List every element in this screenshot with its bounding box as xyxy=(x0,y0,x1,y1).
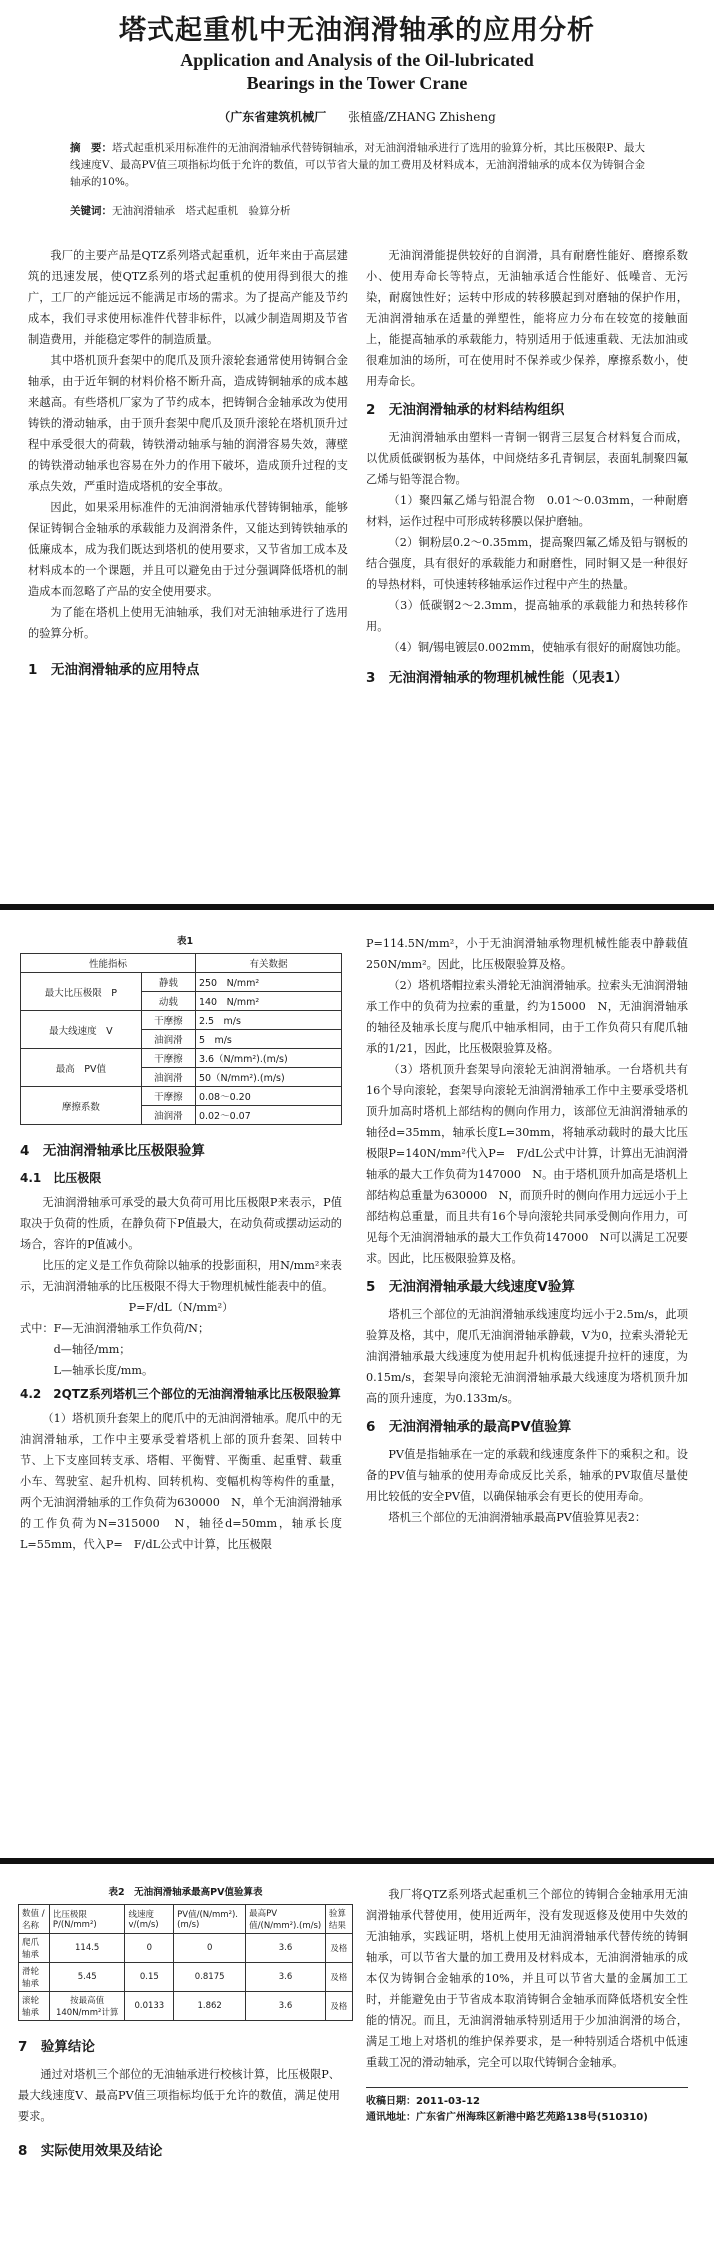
table-cell: 干摩擦 xyxy=(141,1087,195,1106)
table1 xyxy=(20,953,342,1125)
paragraph: PV值是指轴承在一定的承载和线速度条件下的乘积之和。设备的PV值与轴承的使用寿命成反比关系，轴承的PV取值尽量使用比较低的安全PV值，以确保轴承会有更长的使用寿命。 xyxy=(366,1448,688,1503)
table-header: 线速度v/(m/s) xyxy=(125,1905,174,1934)
table-header: 最高PV值/(N/mm²).(m/s) xyxy=(246,1905,326,1934)
affiliation: （广东省建筑机械厂 xyxy=(218,110,327,124)
table-header: PV值/(N/mm²).(m/s) xyxy=(174,1905,246,1934)
table-cell: 油润滑 xyxy=(141,1030,195,1049)
paper-title-en-2: Bearings in the Tower Crane xyxy=(246,73,468,93)
table-cell: 静载 xyxy=(141,973,195,992)
table-cell: 5.45 xyxy=(49,1963,125,1992)
table-cell: 140 N/mm² xyxy=(195,992,341,1011)
table2-caption: 表2 无油润滑轴承最高PV值验算表 xyxy=(108,1887,263,1898)
paper-title-en-1: Application and Analysis of the Oil-lubricated xyxy=(180,50,534,70)
list-item: （2）铜粉层0.2～0.35mm，提高聚四氟乙烯及铅与钢板的结合强度，具有很好的承载能力和耐磨性，同时铜又是一种很好的导热材料，可快速转移轴承运作过程中产生的热量。 xyxy=(366,536,688,591)
page2-left-column xyxy=(20,933,350,1555)
paragraph: 比压的定义是工作负荷除以轴承的投影面积，用N/mm²来表示，无油润滑轴承的比压极限不得大于物理机械性能表中的值。 xyxy=(20,1259,342,1293)
table-cell: 按最高值140N/mm²计算 xyxy=(49,1992,125,2021)
list-item: （3）低碳钢2～2.3mm，提高轴承的承载能力和热转移作用。 xyxy=(366,599,688,633)
page3-left-text xyxy=(18,2037,340,2162)
author: 张植盛/ZHANG Zhisheng xyxy=(348,110,496,124)
formula-definition: d—轴径/mm； xyxy=(53,1343,131,1356)
list-item: （4）铜/锡电镀层0.002mm，使轴承有很好的耐腐蚀功能。 xyxy=(388,641,688,654)
page3-left-column xyxy=(18,1884,353,2168)
paragraph: （3）塔机顶升套架导向滚轮无油润滑轴承。一台塔机共有16个导向滚轮，套架导向滚轮无油润滑轴承工作中主要承受塔机顶升加高时塔机上部结构的侧向作用力，该部位无油润滑轴承的轴径d=35mm，轴承长度L=30mm，将轴承动载时的最大比压极限P=140N/mm²代入P= F/dL公式中计算，计算出无油润滑轴承的最大工作负荷为147000 N。由于塔机顶升加高是塔机上部结构总重量为630000 N，而顶升时的侧向作用力远远小于上部结构总重量，而且共有16个导向滚轮共同承受侧向作用力，可见每个无油润滑轴承的最大工作负荷147000 N可以满足工况要求。因此，比压极限验算及格。 xyxy=(366,1063,688,1265)
page1-right-column xyxy=(366,245,688,695)
paragraph: （2）塔机塔帽拉索头滑轮无油润滑轴承。拉索头无油润滑轴承工作中的负荷为拉索的重量，约为15000 N，无油润滑轴承的轴径及轴承长度与爬爪中轴承相同，由于工作负荷只有爬爪轴承的1/21，因此，比压极限验算及格。 xyxy=(366,979,688,1055)
table-cell: 摩擦系数 xyxy=(21,1087,142,1125)
table-cell: 油润滑 xyxy=(141,1106,195,1125)
page2-left-text xyxy=(20,1141,342,1555)
section-heading-5: 5 无油润滑轴承最大线速度V验算 xyxy=(366,1279,575,1295)
table-cell: 0.8175 xyxy=(174,1963,246,1992)
table-cell: 滚轮轴承 xyxy=(19,1992,50,2021)
table-cell: 油润滑 xyxy=(141,1068,195,1087)
page-separator xyxy=(0,1858,714,1864)
paragraph: （1）塔机顶升套架上的爬爪中的无油润滑轴承。爬爪中的无油润滑轴承，工作中主要承受着塔机上部的顶升套架、回转中节、上下支座回转支承、塔帽、平衡臂、平衡重、起重臂、载重小车、驾驶室、起升机构、回转机构、变幅机构等构件的重量，两个无油润滑轴承的工作负荷为630000 N，单个无油润滑轴承的工作负荷为N=315000 N，轴径d=50mm，轴承长度L=55mm，代入P= F/dL公式中计算，比压极限 xyxy=(20,1412,342,1551)
section-heading-6: 6 无油润滑轴承的最高PV值验算 xyxy=(366,1419,572,1435)
page1-left-column xyxy=(28,245,348,687)
footer-notes xyxy=(366,2087,688,2126)
table-header: 性能指标 xyxy=(21,954,196,973)
page-separator xyxy=(0,904,714,910)
table-cell: 250 N/mm² xyxy=(195,973,341,992)
section-heading-3: 3 无油润滑轴承的物理机械性能（见表1） xyxy=(366,670,628,686)
paragraph: 其中塔机顶升套架中的爬爪及顶升滚轮套通常使用铸铜合金轴承，由于近年铜的材料价格不断升高，造成铸铜轴承的成本越来越高。有些塔机厂家为了节约成本，把铸铜合金轴承改为使用铸铁的滑动轴承，由于顶升套架中爬爪及顶升滚轮在塔机顶升过程中承受很大的荷载，铸铁滑动轴承与轴的润滑容易失效，薄壁的铸铁滑动轴承也容易在外力的作用下破坏，造成顶升过程的支承点失效，严重时造成塔机的安全事故。 xyxy=(28,354,348,493)
paper-title-cn: 塔式起重机中无油润滑轴承的应用分析 xyxy=(119,15,595,46)
table-cell: 动载 xyxy=(141,992,195,1011)
table-cell: 3.6 xyxy=(246,1963,326,1992)
page3-right-column xyxy=(366,1884,688,2126)
list-item: （1）聚四氟乙烯与铅混合物 0.01～0.03mm，一种耐磨材料，运作过程中可形成转移膜以保护磨轴。 xyxy=(366,494,688,528)
section-heading-4: 4 无油润滑轴承比压极限验算 xyxy=(20,1143,205,1159)
section-heading-8: 8 实际使用效果及结论 xyxy=(18,2143,163,2159)
paragraph: 无油润滑能提供较好的自润滑，具有耐磨性能好、磨擦系数小、使用寿命长等特点，无油轴承适合性能好、低噪音、无污染，耐腐蚀性好；运转中形成的转移膜起到对磨轴的保护作用，无油润滑轴承在适量的弹塑性，能将应力分布在较宽的接触面上，能提高轴承的承载能力，特别适用于低速重载、无法加油或很难加油的场所，可在使用时不保养或少保养，摩擦系数小，使用寿命长。 xyxy=(366,249,688,388)
table-cell: 2.5 m/s xyxy=(195,1011,341,1030)
subsection-heading-4-1: 4.1 比压极限 xyxy=(20,1171,102,1185)
table-cell: 0.02～0.07 xyxy=(195,1106,341,1125)
table-cell: 及格 xyxy=(325,1992,352,2021)
table1-caption: 表1 xyxy=(176,936,194,947)
mailing-address: 通讯地址：广东省广州海珠区新港中路艺苑路138号(510310) xyxy=(366,2112,648,2123)
received-date: 收稿日期：2011-03-12 xyxy=(366,2096,480,2107)
keywords-label: 关键词： xyxy=(70,205,112,217)
abstract-text: 塔式起重机采用标准件的无油润滑轴承代替铸铜轴承，对无油润滑轴承进行了选用的验算分析，其比压极限P、最大线速度V、最高PV值三项指标均低于允许的数值，可以节省大量的加工费用及材料成本，无油润滑轴承的成本仅为铸铜合金轴承的10%。 xyxy=(70,142,645,188)
table-header: 验算结果 xyxy=(325,1905,352,1934)
subsection-heading-4-2: 4.2 2QTZ系列塔机三个部位的无油润滑轴承比压极限验算 xyxy=(20,1387,341,1401)
section-heading-2: 2 无油润滑轴承的材料结构组织 xyxy=(366,402,565,418)
table-cell: 及格 xyxy=(325,1963,352,1992)
paragraph: 塔机三个部位的无油润滑轴承最高PV值验算见表2： xyxy=(388,1511,647,1524)
table-cell: 及格 xyxy=(325,1934,352,1963)
abstract-label: 摘 要： xyxy=(70,142,113,154)
table-cell: 0 xyxy=(125,1934,174,1963)
table-cell: 3.6 xyxy=(246,1934,326,1963)
table-cell: 50（N/mm²).(m/s) xyxy=(195,1068,341,1087)
page-3 xyxy=(0,1872,714,2267)
table-cell: 干摩擦 xyxy=(141,1011,195,1030)
paragraph: 我厂将QTZ系列塔式起重机三个部位的铸铜合金轴承用无油润滑轴承代替使用，使用近两年，没有发现返修及使用中失效的无油轴承，实践证明，塔机上使用无油润滑轴承代替传统的铸铜轴承，可以节省大量的加工费用及材料成本，无油润滑轴承的成本仅为铸铜合金轴承的10%，并且可以节省大量的金属加工工时，并能避免由于节省成本取消铸铜合金轴承而降低塔机安全性能的情况。而且，无油润滑轴承特别适用于少加油润滑的场合，满足工地上对塔机的维护保养要求，是一种特别适合塔机中低速重载工况的滑动轴承，完全可以取代铸铜合金轴承。 xyxy=(366,1888,688,2069)
section-heading-7: 7 验算结论 xyxy=(18,2039,95,2055)
formula-definition: 式中：F—无油润滑轴承工作负荷/N； xyxy=(20,1322,210,1335)
page2-right-column xyxy=(366,933,688,1528)
table-cell: 最高 PV值 xyxy=(21,1049,142,1087)
table-cell: 114.5 xyxy=(49,1934,125,1963)
paragraph: 我厂的主要产品是QTZ系列塔式起重机，近年来由于高层建筑的迅速发展，使QTZ系列的塔式起重机的使用得到很大的推广，工厂的产能远远不能满足市场的需求。为了提高产能及节约成本，我们寻求使用标准件代替非标件，以减少制造周期及节省制造费用，并能稳定零件的制造质量。 xyxy=(28,249,348,346)
table-cell: 0 xyxy=(174,1934,246,1963)
table-cell: 滑轮轴承 xyxy=(19,1963,50,1992)
table-cell: 3.6（N/mm²).(m/s) xyxy=(195,1049,341,1068)
formula: P=F/dL（N/mm²） xyxy=(128,1301,234,1314)
author-line xyxy=(0,108,714,125)
table-cell: 最大线速度 V xyxy=(21,1011,142,1049)
paragraph: 无油润滑轴承可承受的最大负荷可用比压极限P来表示，P值取决于负荷的性质，在静负荷下P值最大，在动负荷或摆动运动的场合，容许的P值减小。 xyxy=(20,1196,342,1251)
table-cell: 5 m/s xyxy=(195,1030,341,1049)
table-cell: 爬爪轴承 xyxy=(19,1934,50,1963)
table-cell: 0.0133 xyxy=(125,1992,174,2021)
section-heading-1: 1 无油润滑轴承的应用特点 xyxy=(28,662,200,678)
paragraph: P=114.5N/mm²，小于无油润滑轴承物理机械性能表中静载值250N/mm²。因此，比压极限验算及格。 xyxy=(366,937,688,971)
paragraph: 塔机三个部位的无油润滑轴承线速度均远小于2.5m/s，此项验算及格，其中，爬爪无油润滑轴承静载，V为0，拉索头滑轮无油润滑轴承最大线速度为使用起升机构低速提升拉杆的速度，为0.15m/s，套架导向滚轮无油润滑轴承最大线速度为塔机顶升加高的顶升速度，为0.133m/s。 xyxy=(366,1308,688,1405)
keywords xyxy=(70,203,645,218)
table-header: 有关数据 xyxy=(195,954,341,973)
paragraph: 无油润滑轴承由塑料一青铜一钢背三层复合材料复合而成，以优质低碳钢板为基体，中间烧结多孔青铜层，表面轧制聚四氟乙烯与铅等混合物。 xyxy=(366,431,688,486)
formula-definition: L—轴承长度/mm。 xyxy=(53,1364,154,1377)
keywords-text: 无油润滑轴承 塔式起重机 验算分析 xyxy=(112,205,291,217)
table2 xyxy=(18,1904,353,2021)
table-cell: 干摩擦 xyxy=(141,1049,195,1068)
page-1 xyxy=(0,0,714,900)
table-cell: 3.6 xyxy=(246,1992,326,2021)
table-cell: 0.15 xyxy=(125,1963,174,1992)
paragraph: 通过对塔机三个部位的无油轴承进行校核计算，比压极限P、最大线速度V、最高PV值三项指标均低于允许的数值，满足使用要求。 xyxy=(18,2068,340,2123)
table-cell: 0.08～0.20 xyxy=(195,1087,341,1106)
table-header: 数值 / 名称 xyxy=(19,1905,50,1934)
paragraph: 为了能在塔机上使用无油轴承，我们对无油轴承进行了选用的验算分析。 xyxy=(28,606,348,640)
table-cell: 1.862 xyxy=(174,1992,246,2021)
table-cell: 最大比压极限 P xyxy=(21,973,142,1011)
page-2 xyxy=(0,923,714,1853)
abstract xyxy=(70,140,645,191)
table-header: 比压极限P/(N/mm²) xyxy=(49,1905,125,1934)
paragraph: 因此，如果采用标准件的无油润滑轴承代替铸铜轴承，能够保证铸铜合金轴承的承载能力及润滑条件，又能达到铸铁轴承的低廉成本，成为我们既达到塔机的使用要求，又节省加工成本及材料成本的一个课题，并且可以避免由于过分强调降低塔机的制造成本而忽略了产品的安全使用要求。 xyxy=(28,501,348,598)
